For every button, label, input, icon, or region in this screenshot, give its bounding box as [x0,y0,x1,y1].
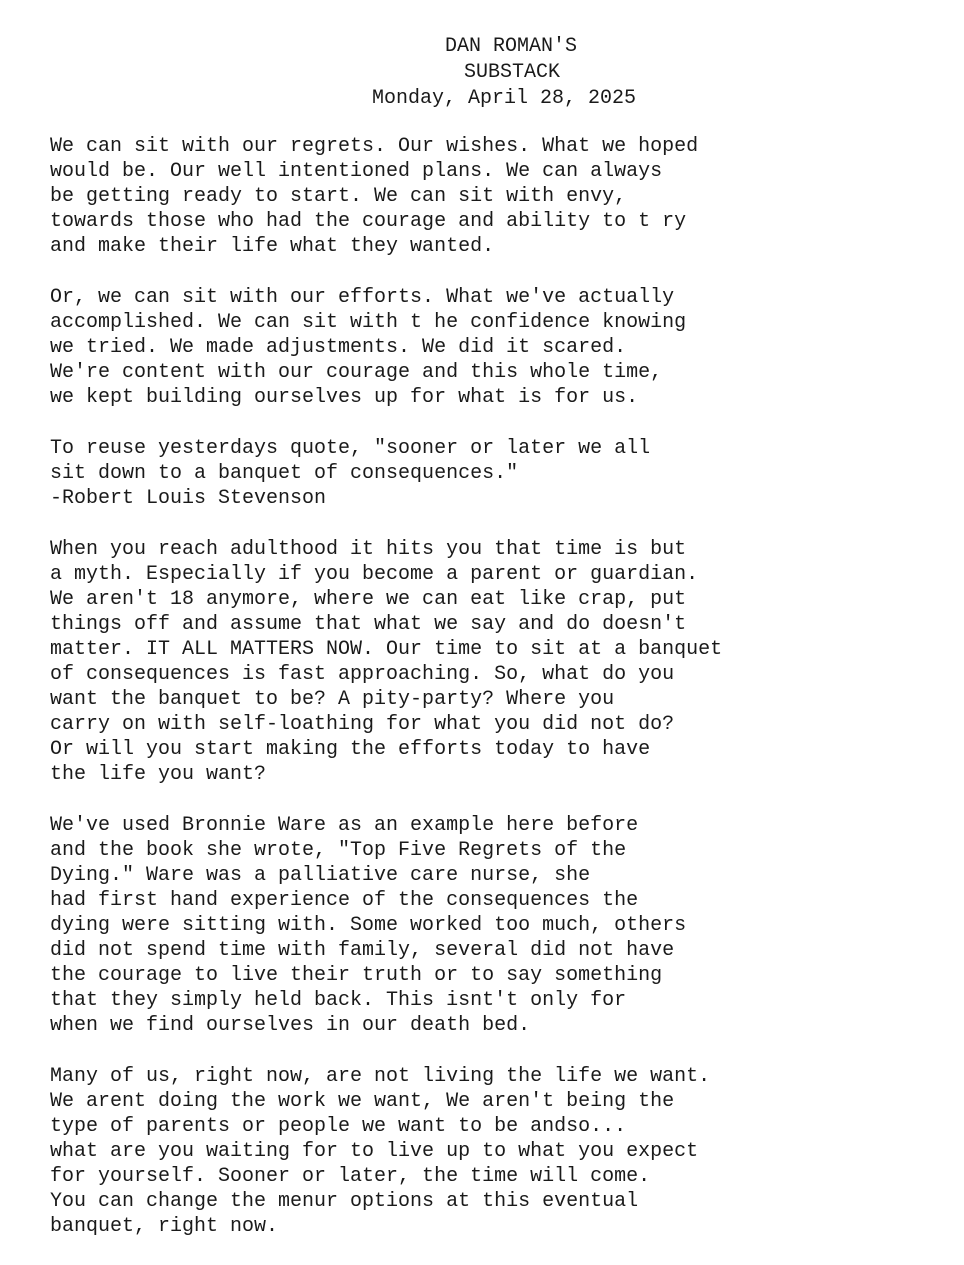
text-line: sit down to a banquet of consequences." [50,462,519,485]
text-line: carry on with self-loathing for what you did not do? [50,713,675,736]
text-line: the life you want? [50,763,267,786]
text-line: be getting ready to start. We can sit with envy, [50,185,627,208]
text-line: We can sit with our regrets. Our wishes. What we hoped [50,135,699,158]
text-line: We're content with our courage and this whole time, [50,361,663,384]
text-line: type of parents or people we want to be andso... [50,1115,627,1138]
text-line: would be. Our well intentioned plans. We can always [50,160,663,183]
text-line: and the book she wrote, "Top Five Regrets of the [50,839,627,862]
text-line: what are you waiting for to live up to what you expect [50,1140,699,1163]
text-line: Many of us, right now, are not living the life we want. [50,1065,711,1088]
text-line: Or, we can sit with our efforts. What we've actually [50,286,675,309]
paragraph [50,813,950,1038]
header-title-line2: SUBSTACK [463,61,560,84]
text-line: You can change the menur options at this eventual [50,1190,639,1213]
header [0,34,964,112]
text-line: that they simply held back. This isnt't only for [50,989,627,1012]
text-line: of consequences is fast approaching. So, what do you [50,663,675,686]
text-line: dying were sitting with. Some worked too much, others [50,914,687,937]
paragraph [50,134,950,259]
header-title-line1: DAN ROMAN'S [444,35,578,58]
paragraph-quote [50,436,950,511]
quote-attribution: -Robert Louis Stevenson [50,487,327,510]
text-line: we tried. We made adjustments. We did it scared. [50,336,627,359]
text-line: matter. IT ALL MATTERS NOW. Our time to sit at a banquet [50,638,723,661]
text-line: banquet, right now. [50,1215,279,1238]
text-line: when we find ourselves in our death bed. [50,1014,531,1037]
text-line: Or will you start making the efforts today to have [50,738,651,761]
text-line: towards those who had the courage and ability to t ry [50,210,687,233]
text-line: We've used Bronnie Ware as an example here before [50,814,639,837]
text-line: We aren't 18 anymore, where we can eat like crap, put [50,588,687,611]
text-line: did not spend time with family, several did not have [50,939,675,962]
text-line: the courage to live their truth or to say something [50,964,663,987]
text-line: Dying." Ware was a palliative care nurse, she [50,864,591,887]
header-date: Monday, April 28, 2025 [371,87,637,110]
body-text [50,134,950,1265]
text-line: for yourself. Sooner or later, the time will come. [50,1165,651,1188]
paragraph [50,537,950,787]
text-line: When you reach adulthood it hits you that time is but [50,538,687,561]
text-line: had first hand experience of the consequences the [50,889,639,912]
paragraph [50,1064,950,1239]
text-line: We arent doing the work we want, We aren't being the [50,1090,675,1113]
text-line: and make their life what they wanted. [50,235,495,258]
paragraph [50,285,950,410]
text-line: To reuse yesterdays quote, "sooner or later we all [50,437,651,460]
text-line: we kept building ourselves up for what is for us. [50,386,639,409]
text-line: a myth. Especially if you become a parent or guardian. [50,563,699,586]
text-line: want the banquet to be? A pity-party? Where you [50,688,615,711]
text-line: accomplished. We can sit with t he confidence knowing [50,311,687,334]
text-line: things off and assume that what we say and do doesn't [50,613,687,636]
